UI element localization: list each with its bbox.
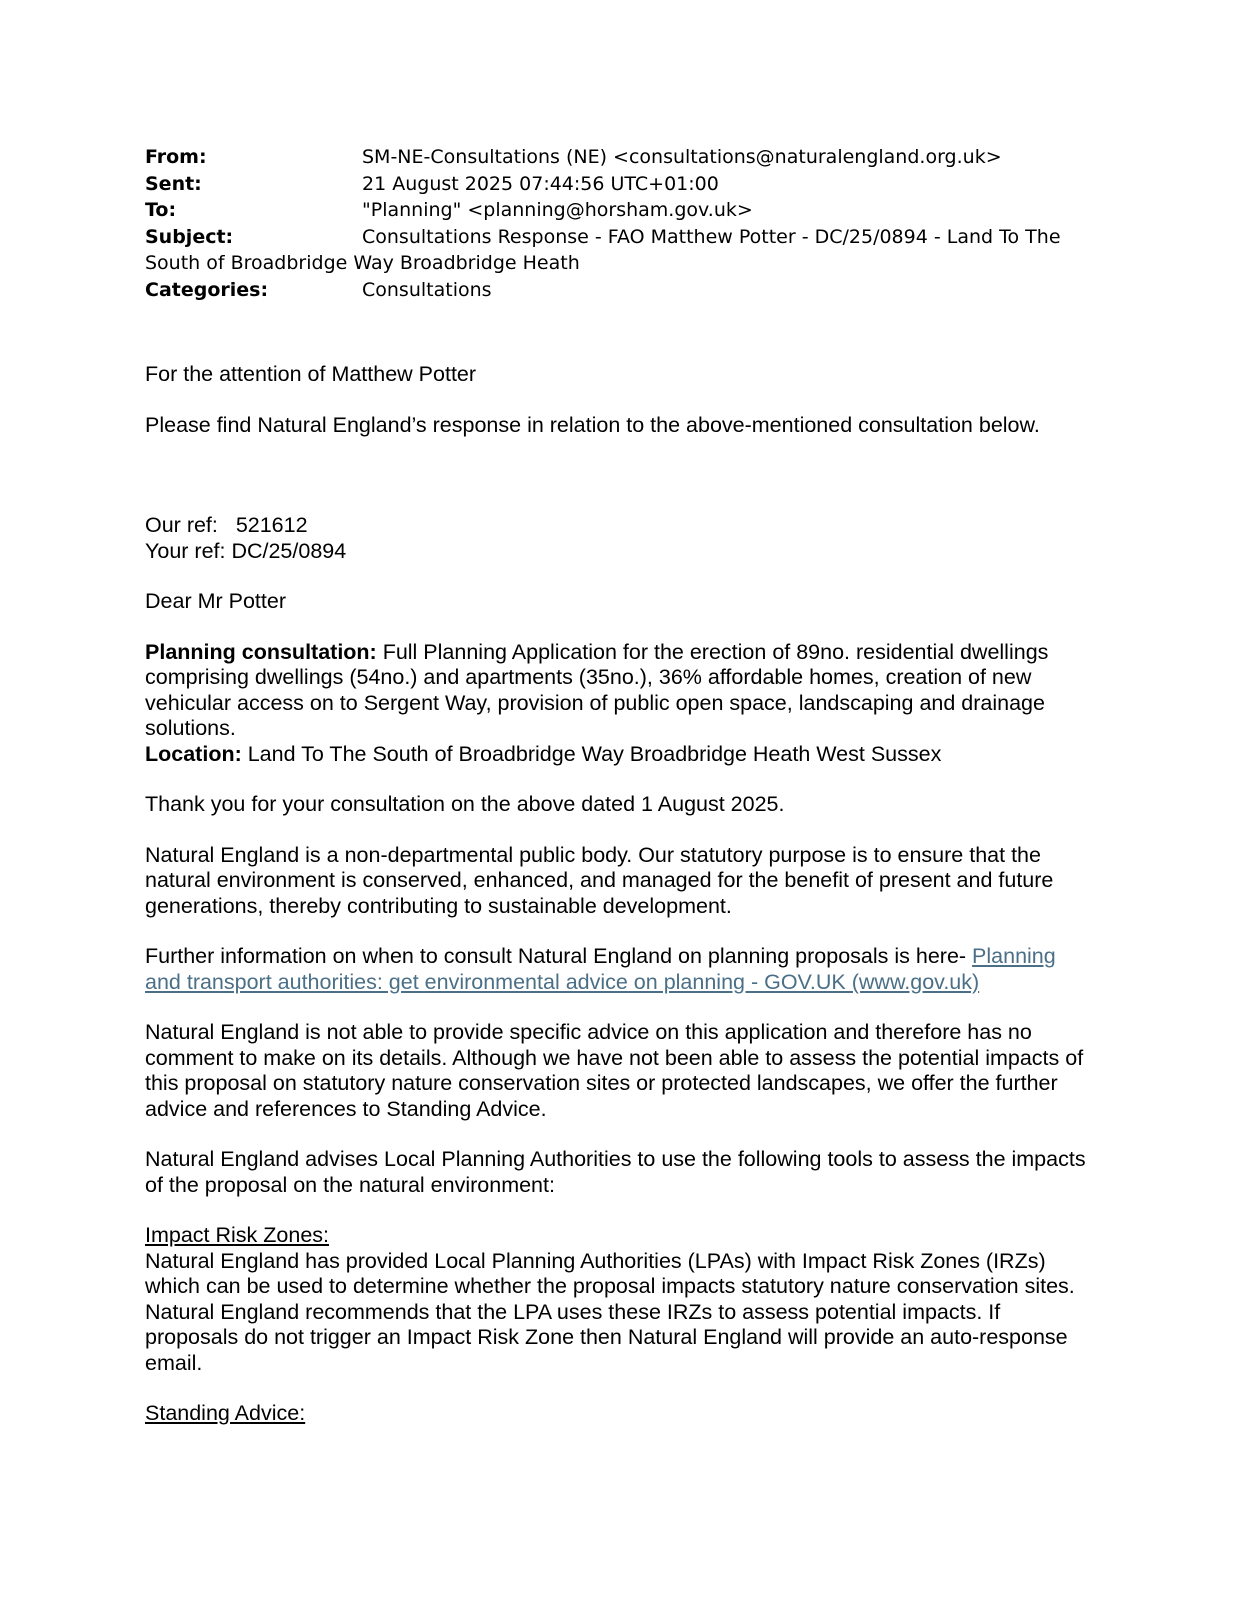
your-ref [145,539,1090,565]
location-label: Location: [145,741,242,766]
email-body [145,362,1090,1427]
from-label: From: [145,146,207,168]
to-value: "Planning" <planning@horsham.gov.uk> [362,199,753,222]
subject-value-line1: Consultations Response - FAO Matthew Potter - DC/25/0894 - Land To The [362,225,1061,248]
advises-paragraph: Natural England advises Local Planning Authorities to use the following tools to assess the impacts of the proposal on the natural environment: [145,1147,1086,1197]
subject-value-line2: South of Broadbridge Way Broadbridge Heath [145,252,580,275]
standing-advice-heading: Standing Advice: [145,1401,306,1425]
gov-uk-link[interactable]: Planning and transport authorities: get environmental advice on planning - GOV.UK (www.gov.uk) [145,944,1056,994]
planning-text: Full Planning Application for the erection of 89no. residential dwellings comprising dwellings (54no.) and apartments (35no.), 36% affordable homes, creation of new vehicular access on to Sergent Way, provision of public open space, landscaping and drainage solutions. [145,639,1049,740]
categories-row [145,277,1105,304]
email-header [145,144,1105,304]
our-ref [145,513,1090,539]
subject-row [145,224,1105,251]
categories-value: Consultations [362,278,492,301]
attention-line: For the attention of Matthew Potter [145,362,477,386]
further-info-paragraph [145,944,1090,995]
our-ref-value: 521612 [235,513,308,537]
further-info-text: Further information on when to consult Natural England on planning proposals is here- [145,944,973,968]
your-ref-value: DC/25/0894 [231,538,347,563]
from-value: SM-NE-Consultations (NE) <consultations@naturalengland.org.uk> [362,146,1002,168]
to-label: To: [145,199,177,222]
categories-label: Categories: [145,278,269,301]
planning-label: Planning consultation: [145,639,377,664]
references [145,513,1090,564]
no-comment-paragraph: Natural England is not able to provide specific advice on this application and therefore has no comment to make on its details. Although we have not been able to assess the potential impacts of this proposal on statutory nature conservation sites or protected landscapes, we offer the further advice and references to Standing Advice. [145,1020,1084,1121]
irz-paragraph: Natural England has provided Local Planning Authorities (LPAs) with Impact Risk Zones (IRZs) which can be used to determine whether the proposal impacts statutory nature conservation sites. Natural England recommends that the LPA uses these IRZs to assess potential impacts. If proposals do not trigger an Impact Risk Zone then Natural England will provide an auto-response email. [145,1248,1075,1375]
sent-label: Sent: [145,172,202,195]
intro-paragraph: Please find Natural England’s response in relation to the above-mentioned consultation below. [145,412,1040,437]
sent-value: 21 August 2025 07:44:56 UTC+01:00 [362,172,719,195]
salutation: Dear Mr Potter [145,589,286,613]
planning-consultation [145,640,1090,742]
sent-row [145,171,1105,198]
from-row [145,144,1105,171]
to-row [145,197,1105,224]
location [145,742,1090,768]
thanks-paragraph: Thank you for your consultation on the above dated 1 August 2025. [145,792,785,816]
irz-heading: Impact Risk Zones: [145,1223,329,1247]
your-ref-label: Your ref: [145,538,232,563]
our-ref-label: Our ref: [145,513,236,537]
subject-label: Subject: [145,225,234,248]
location-text: Land To The South of Broadbridge Way Broadbridge Heath West Sussex [241,741,942,766]
about-ne-paragraph: Natural England is a non-departmental public body. Our statutory purpose is to ensure that the natural environment is conserved, enhanced, and managed for the benefit of present and future generations, thereby contributing to sustainable development. [145,842,1054,918]
